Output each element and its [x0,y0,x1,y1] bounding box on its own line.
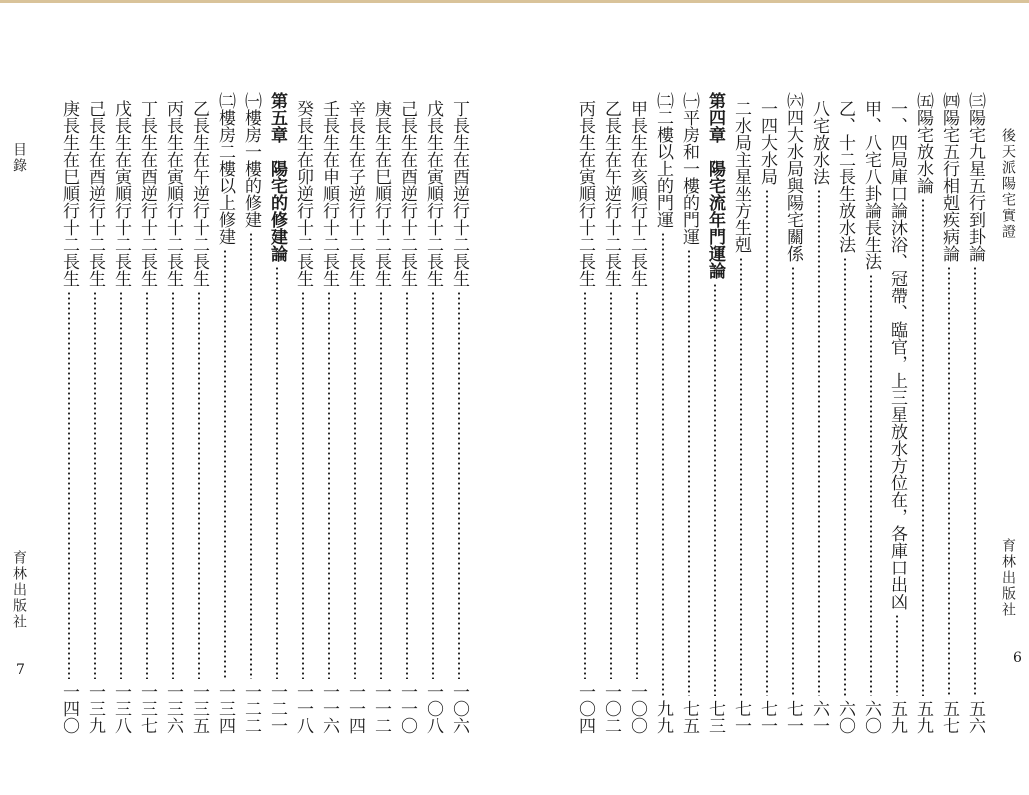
toc-dot-leader [354,291,356,679]
right-page-number: 6 [1013,650,1022,666]
toc-entry [884,92,910,734]
toc-dot-leader [870,274,872,696]
toc-entry-title: 辛長生在子逆行十二長生 [345,100,365,287]
toc-entry-page: 五七 [939,700,959,734]
toc-entry-title: 己長生在酉逆行十二長生 [397,100,417,287]
toc-entry [832,92,858,734]
toc-entry-title: 己長生在酉逆行十二長生 [85,100,105,287]
left-page-toc [52,92,472,734]
toc-entry [858,92,884,734]
toc-entry-page: 一一八 [293,683,313,734]
toc-entry-title: 二水局主星坐方生剋 [731,100,751,253]
toc-entry [290,92,316,734]
toc-entry-page: 一〇八 [423,683,443,734]
toc-entry [82,92,108,734]
toc-entry [572,92,598,734]
toc-entry-title: 庚長生在巳順行十二長生 [371,100,391,287]
toc-entry-page: 一〇〇 [627,683,647,734]
toc-entry-page: 一〇四 [575,683,595,734]
toc-entry-page: 七五 [679,700,699,734]
top-edge-band [0,0,1029,3]
toc-entry-page: 七一 [731,700,751,734]
toc-dot-leader [740,257,742,696]
toc-dot-leader [584,291,586,679]
toc-entry-page: 六〇 [835,700,855,734]
toc-dot-leader [662,232,664,696]
toc-entry-title: 第五章 陽宅的修建論 [267,92,287,262]
toc-dot-leader [120,291,122,679]
toc-entry-page: 一一六 [319,683,339,734]
toc-entry-title: ㈠樓房一樓的修建 [241,92,261,228]
toc-entry-page: 一〇六 [449,683,469,734]
toc-entry-title: 庚長生在巳順行十二長生 [59,100,79,287]
toc-dot-leader [406,291,408,679]
toc-entry-page: 七一 [757,700,777,734]
toc-entry-title: 八宅放水法 [809,100,829,185]
toc-entry-page: 六一 [809,700,829,734]
toc-entry [394,92,420,734]
toc-entry-page: 七三 [705,700,725,734]
toc-entry [160,92,186,734]
toc-entry [806,92,832,734]
toc-entry [186,92,212,734]
toc-entry-page: 一一四 [345,683,365,734]
toc-entry-title: 壬長生在申順行十二長生 [319,100,339,287]
toc-dot-leader [68,291,70,679]
toc-dot-leader [792,266,794,696]
toc-entry-title: 甲長生在亥順行十二長生 [627,100,647,287]
toc-entry-page: 一二二 [241,683,261,734]
toc-dot-leader [302,291,304,679]
toc-entry [962,92,988,734]
toc-dot-leader [922,198,924,696]
toc-entry [780,92,806,734]
toc-entry-page: 五九 [887,700,907,734]
toc-entry [368,92,394,734]
toc-dot-leader [458,291,460,679]
toc-entry-page: 一三四 [215,683,235,734]
toc-entry-page: 六〇 [861,700,881,734]
left-page-number: 7 [16,662,25,678]
toc-entry-page: 一〇二 [601,683,621,734]
toc-dot-leader [224,249,226,679]
toc-entry-title: 戊長生在寅順行十二長生 [423,100,443,287]
toc-entry-title: ㈥四大水局與陽宅關係 [783,92,803,262]
toc-dot-leader [948,266,950,696]
toc-entry-title: 乙長生在午逆行十二長生 [601,100,621,287]
toc-entry-page: 五六 [965,700,985,734]
toc-entry [598,92,624,734]
toc-entry [264,92,290,734]
toc-entry [936,92,962,734]
toc-entry [316,92,342,734]
toc-entry-page: 五九 [913,700,933,734]
toc-entry-title: ㈣陽宅五行相剋疾病論 [939,92,959,262]
toc-dot-leader [250,232,252,679]
right-page-header: 後天派陽宅實證 [1000,128,1016,240]
toc-entry-page: 一一二 [371,683,391,734]
toc-entry-page: 九九 [653,700,673,734]
toc-dot-leader [146,291,148,679]
toc-entry-title: 乙、十二長生放水法 [835,100,855,253]
toc-entry-title: ㈠平房和一樓的門運 [679,92,699,245]
left-page-publisher: 育林出版社 [11,550,27,630]
toc-entry-title: ㈢陽宅九星五行到卦論 [965,92,985,262]
toc-entry [910,92,936,734]
toc-entry-title: 戊長生在寅順行十二長生 [111,100,131,287]
toc-dot-leader [974,266,976,696]
toc-entry-page: 一三五 [189,683,209,734]
toc-entry-title: 一四大水局 [757,100,777,185]
toc-dot-leader [380,291,382,679]
toc-entry-title: 丙長生在寅順行十二長生 [575,100,595,287]
toc-entry-page: 一三六 [163,683,183,734]
toc-entry-title: ㈡樓房二樓以上修建 [215,92,235,245]
toc-dot-leader [688,249,690,696]
toc-entry-page: 一三八 [111,683,131,734]
toc-entry [108,92,134,734]
toc-entry-title: 丙長生在寅順行十二長生 [163,100,183,287]
toc-entry [56,92,82,734]
toc-dot-leader [636,291,638,679]
toc-entry [446,92,472,734]
right-page-toc [568,92,988,734]
toc-entry-page: 一三九 [85,683,105,734]
toc-dot-leader [198,291,200,679]
toc-entry-title: 一、四局庫口論沐浴、冠帶、臨官，上三星放水方位在，各庫口出凶 [887,100,907,610]
toc-entry-title: 丁長生在酉逆行十二長生 [137,100,157,287]
toc-dot-leader [172,291,174,679]
toc-entry [624,92,650,734]
toc-dot-leader [328,291,330,679]
toc-dot-leader [714,283,716,696]
toc-entry [650,92,676,734]
toc-entry-page: 一三七 [137,683,157,734]
toc-entry-title: 甲、八宅八卦論長生法 [861,100,881,270]
toc-entry [754,92,780,734]
left-page-header: 目錄 [11,142,27,174]
toc-entry-title: 乙長生在午逆行十二長生 [189,100,209,287]
toc-dot-leader [432,291,434,679]
toc-entry [238,92,264,734]
toc-entry [134,92,160,734]
toc-dot-leader [276,266,278,679]
toc-entry-title: 癸長生在卯逆行十二長生 [293,100,313,287]
toc-entry [420,92,446,734]
toc-entry [342,92,368,734]
toc-entry [676,92,702,734]
toc-dot-leader [766,189,768,696]
toc-entry-title: ㈤陽宅放水論 [913,92,933,194]
toc-dot-leader [818,189,820,696]
toc-entry-title: ㈡二樓以上的門運 [653,92,673,228]
toc-dot-leader [896,614,898,696]
toc-entry [702,92,728,734]
toc-dot-leader [94,291,96,679]
toc-entry-page: 七一 [783,700,803,734]
toc-entry-title: 丁長生在酉逆行十二長生 [449,100,469,287]
toc-entry-page: 一二一 [267,683,287,734]
toc-entry-title: 第四章 陽宅流年門運論 [705,92,725,279]
toc-dot-leader [844,257,846,696]
toc-entry [212,92,238,734]
toc-entry [728,92,754,734]
toc-entry-page: 一四〇 [59,683,79,734]
toc-entry-page: 一一〇 [397,683,417,734]
toc-dot-leader [610,291,612,679]
right-page-publisher: 育林出版社 [1000,538,1016,618]
